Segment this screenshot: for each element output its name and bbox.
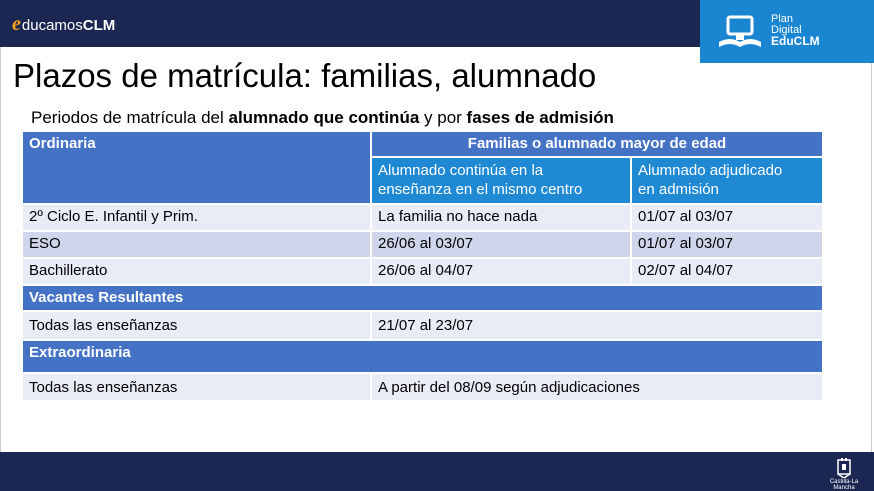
header-adjudicado-line-1: Alumnado adjudicado: [638, 162, 783, 179]
row-level: ESO: [23, 232, 370, 257]
subtitle-bold-1: alumnado que continúa: [228, 108, 420, 127]
row-level: 2º Ciclo E. Infantil y Prim.: [23, 205, 370, 230]
row-adjudicado: 01/07 al 03/07: [632, 232, 822, 257]
table-row: [23, 312, 822, 341]
castilla-la-mancha-logo: [822, 458, 866, 491]
header-ordinaria: Ordinaria: [23, 132, 370, 203]
section-extraordinaria-title: Extraordinaria: [23, 341, 822, 372]
header-bar: [0, 0, 700, 47]
row-continua: 26/06 al 03/07: [372, 232, 630, 257]
table-header: [23, 132, 822, 205]
header-alumnado-continua: [372, 158, 630, 203]
logo-e-mark: e: [12, 13, 21, 35]
brand-line-2: Digital: [771, 24, 802, 36]
row-adjudicado: 01/07 al 03/07: [632, 205, 822, 230]
row-adjudicado: 02/07 al 04/07: [632, 259, 822, 284]
row-level: Bachillerato: [23, 259, 370, 284]
slide-title: Plazos de matrícula: familias, alumnado: [13, 57, 597, 94]
region-label: Castilla-La Mancha: [829, 479, 859, 491]
subtitle-part-2: y por: [419, 108, 467, 127]
row-continua: 26/06 al 04/07: [372, 259, 630, 284]
educamosclm-logo[interactable]: [12, 13, 115, 36]
row-level: Todas las enseñanzas: [23, 374, 370, 400]
slide-subtitle: [31, 108, 614, 128]
header-adjudicado-line-2: en admisión: [638, 181, 719, 198]
enrollment-table: [23, 132, 822, 400]
crest-icon: [836, 458, 852, 478]
section-vacantes: [23, 286, 822, 312]
table-row: [23, 232, 822, 259]
header-familias-group: Familias o alumnado mayor de edad: [372, 132, 822, 156]
row-level: Todas las enseñanzas: [23, 312, 370, 339]
plan-digital-brand-text: [771, 14, 820, 47]
brand-line-1: Plan: [771, 13, 794, 25]
row-period: A partir del 08/09 según adjudicaciones: [372, 374, 822, 400]
subtitle-part-1: Periodos de matrícula del: [31, 108, 229, 127]
table-row: [23, 205, 822, 232]
table-row: [23, 259, 822, 286]
header-alumnado-adjudicado: [632, 158, 822, 203]
brand-line-3: EduCLM: [771, 34, 820, 48]
row-continua: La familia no hace nada: [372, 205, 630, 230]
header-continua-line-1: Alumnado continúa en la: [378, 162, 544, 179]
laptop-book-icon: [716, 14, 764, 54]
header-continua-line-2: enseñanza en el mismo centro: [378, 181, 583, 198]
logo-clm-text: CLM: [82, 17, 116, 34]
row-period: 21/07 al 23/07: [372, 312, 822, 339]
footer-bar: [0, 452, 874, 491]
subtitle-bold-2: fases de admisión: [466, 108, 614, 127]
table-row: [23, 374, 822, 400]
section-extraordinaria: [23, 341, 822, 374]
logo-main-text: ducamos: [21, 17, 83, 34]
section-vacantes-title: Vacantes Resultantes: [23, 286, 822, 310]
